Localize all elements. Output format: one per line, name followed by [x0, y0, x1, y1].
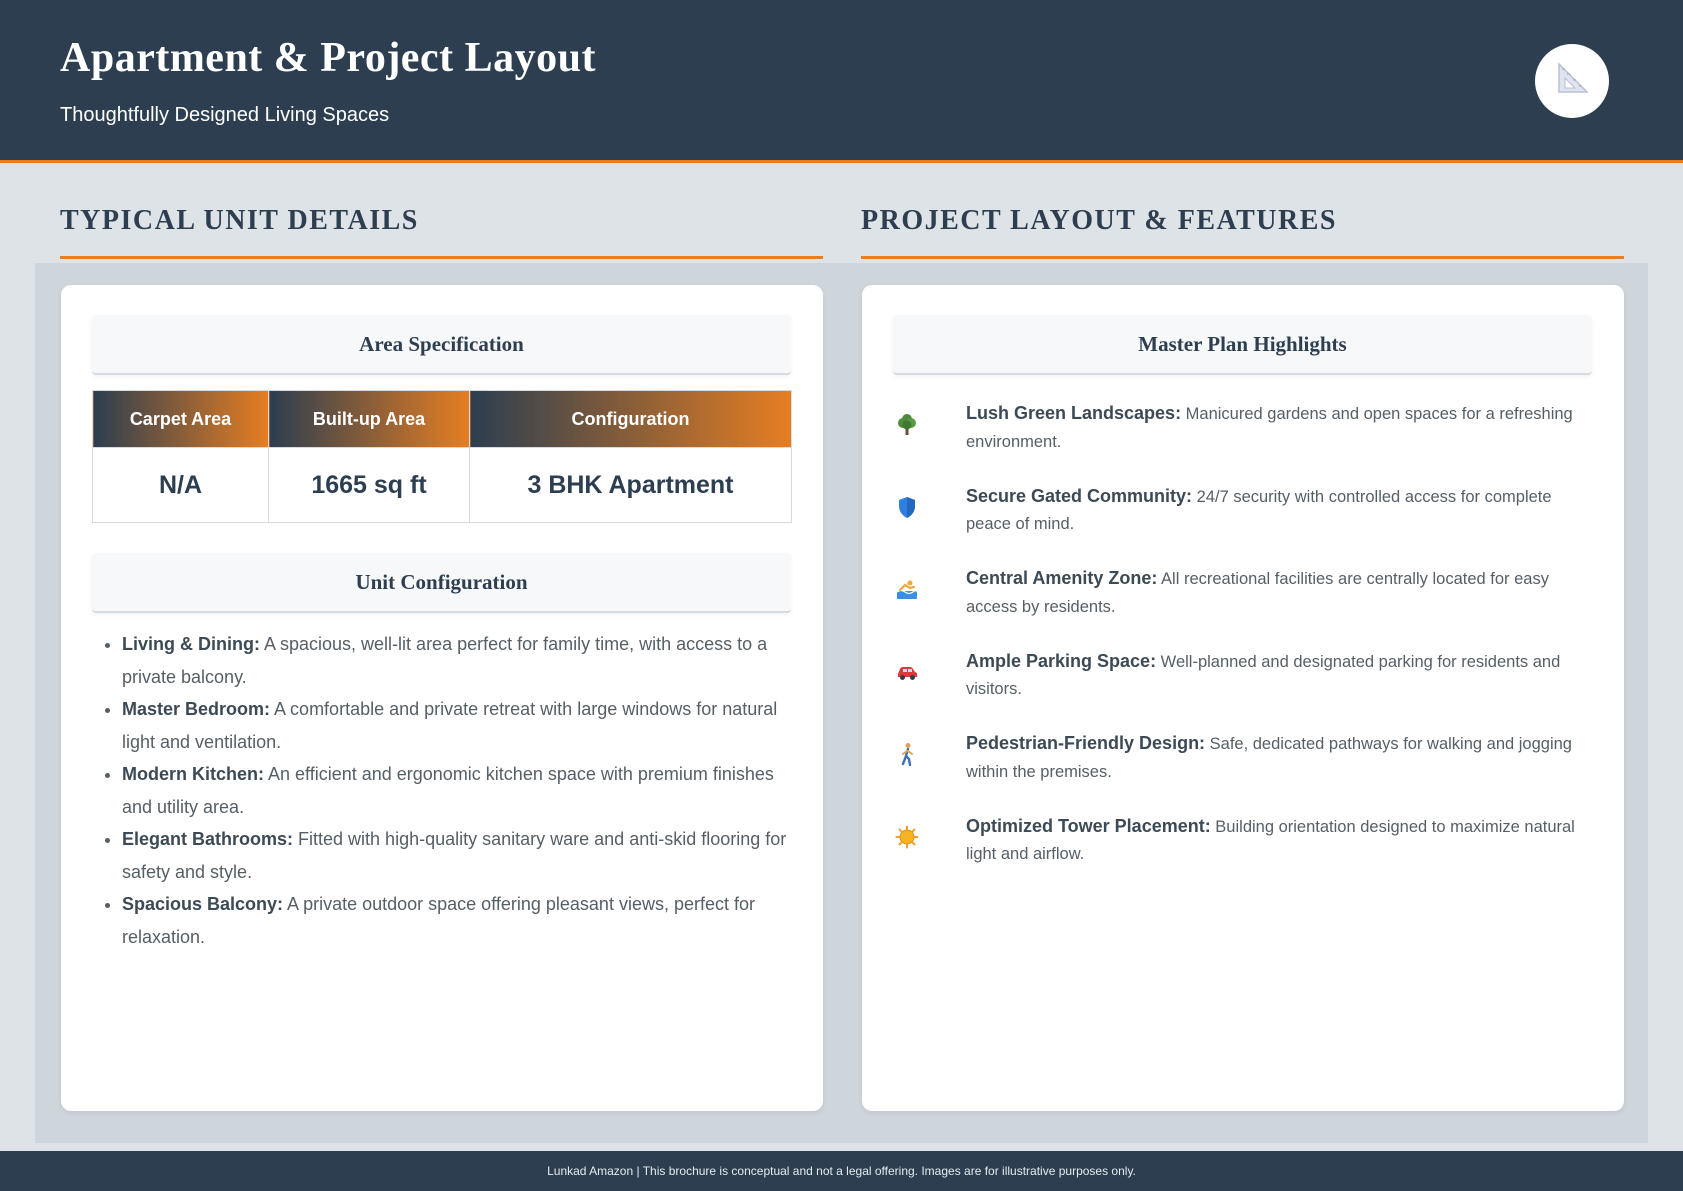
list-item — [122, 628, 794, 693]
feature-label: Optimized Tower Placement: — [966, 815, 1211, 836]
unit-details-rule — [60, 256, 823, 259]
feature-text: Building orientation designed to maximize natural light and airflow. — [966, 817, 1575, 863]
area-table-row — [93, 448, 792, 523]
feature-text: Well-planned and designated parking for residents and visitors. — [966, 652, 1561, 698]
list-item — [122, 758, 794, 823]
project-layout-heading: PROJECT LAYOUT & FEATURES — [861, 205, 1337, 236]
feature-label: Pedestrian-Friendly Design: — [966, 733, 1206, 753]
list-item — [122, 823, 794, 888]
feature-text: Safe, dedicated pathways for walking and jogging within the premises. — [966, 735, 1572, 781]
feature-label: Central Amenity Zone: — [966, 568, 1158, 588]
carpet-area-header: Carpet Area — [93, 391, 269, 448]
master-plan-title: Master Plan Highlights — [893, 315, 1592, 375]
page-title: Apartment & Project Layout — [60, 35, 596, 81]
feature-text: All recreational facilities are centrally located for easy access by residents. — [966, 570, 1549, 616]
list-item-text: An efficient and ergonomic kitchen space with premium finishes and utility area. — [122, 764, 774, 817]
list-item-text: A private outdoor space offering pleasant views, perfect for relaxation. — [122, 894, 755, 947]
list-item-label: Elegant Bathrooms: — [122, 829, 294, 849]
feature-text: Manicured gardens and open spaces for a refreshing environment. — [966, 405, 1573, 451]
feature-label: Ample Parking Space: — [966, 650, 1157, 671]
list-item — [122, 693, 794, 758]
master-plan-features — [893, 400, 1583, 895]
project-layout-rule — [861, 256, 1624, 259]
list-item — [893, 483, 1583, 566]
shield-icon — [893, 493, 921, 521]
built-up-area-header: Built-up Area — [269, 391, 470, 448]
list-item — [893, 730, 1583, 813]
unit-configuration-title: Unit Configuration — [92, 553, 791, 613]
list-item-text: A comfortable and private retreat with large windows for natural light and ventilation. — [122, 699, 778, 752]
feature-label: Secure Gated Community: — [966, 485, 1193, 506]
walking-person-icon — [893, 740, 921, 768]
unit-configuration-list — [92, 628, 794, 953]
list-item-label: Living & Dining: — [122, 634, 260, 654]
list-item-label: Modern Kitchen: — [122, 764, 264, 784]
list-item — [893, 813, 1583, 896]
feature-text: 24/7 security with controlled access for complete peace of mind. — [966, 487, 1552, 533]
swimmer-icon — [893, 575, 921, 603]
set-square-ruler-icon — [1553, 60, 1591, 103]
page-subtitle: Thoughtfully Designed Living Spaces — [60, 104, 390, 126]
list-item — [893, 400, 1583, 483]
configuration-header: Configuration — [470, 391, 792, 448]
header-logo — [1535, 44, 1609, 118]
feature-label: Lush Green Landscapes: — [966, 403, 1182, 423]
built-up-area-value: 1665 sq ft — [269, 448, 470, 523]
sun-icon — [893, 823, 921, 851]
page-footer — [0, 1151, 1683, 1191]
list-item-label: Spacious Balcony: — [122, 894, 284, 914]
unit-details-heading: TYPICAL UNIT DETAILS — [60, 205, 419, 236]
page-header — [0, 0, 1683, 163]
list-item — [893, 648, 1583, 731]
tree-icon — [893, 410, 921, 438]
footer-text: Lunkad Amazon | This brochure is conceptual and not a legal offering. Images are for illustrative purposes only. — [547, 1164, 1136, 1178]
car-icon — [893, 658, 921, 686]
list-item-text: A spacious, well-lit area perfect for family time, with access to a private balcony. — [122, 634, 768, 687]
list-item-label: Master Bedroom: — [122, 699, 271, 719]
configuration-value: 3 BHK Apartment — [470, 448, 792, 523]
carpet-area-value: N/A — [93, 448, 269, 523]
list-item — [893, 565, 1583, 648]
list-item — [122, 888, 794, 953]
area-specification-table — [92, 390, 792, 523]
area-specification-title: Area Specification — [92, 315, 791, 375]
area-table-header-row — [93, 391, 792, 448]
list-item-text: Fitted with high-quality sanitary ware and anti-skid flooring for safety and style. — [122, 829, 787, 882]
